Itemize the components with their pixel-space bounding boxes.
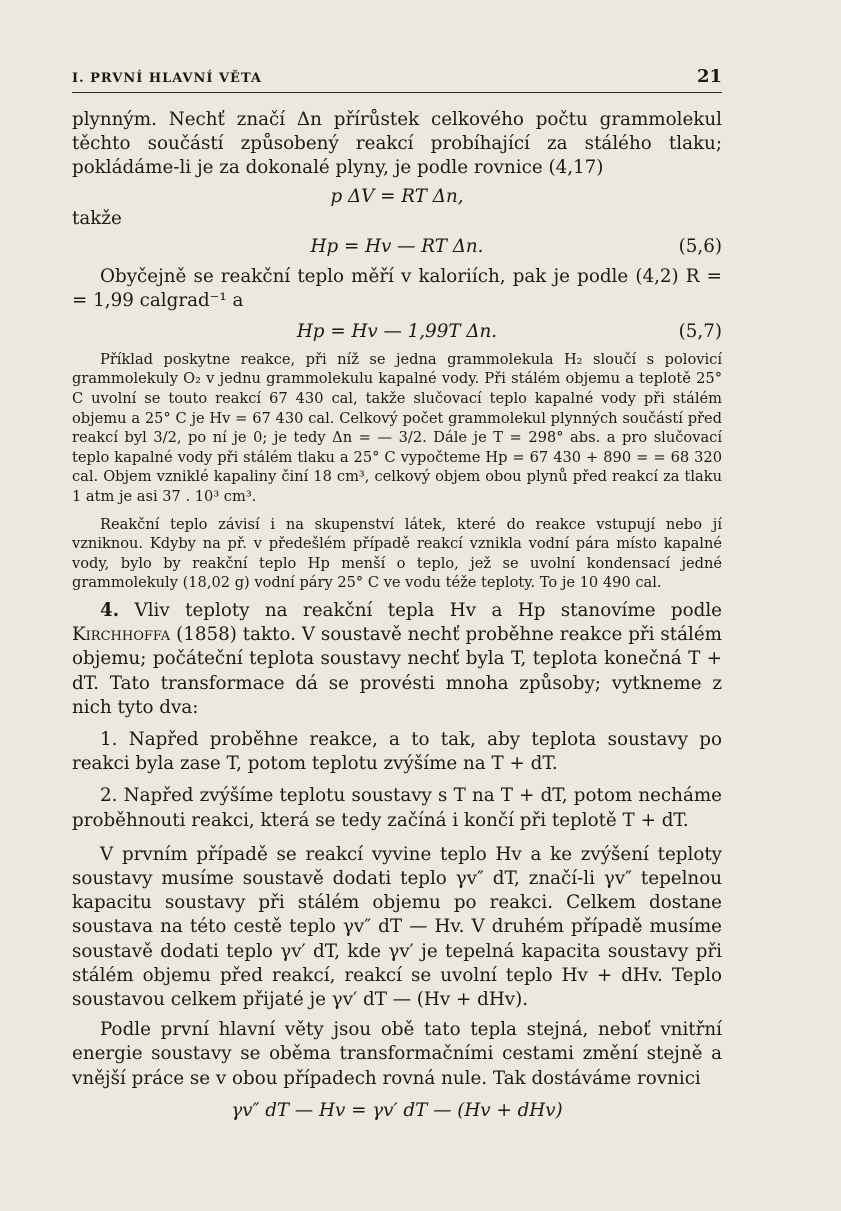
chapter-title: I. PRVNÍ HLAVNÍ VĚTA	[72, 71, 263, 86]
paragraph: takže	[72, 207, 122, 229]
section-4-paragraph	[72, 599, 722, 720]
section-text-cont: (1858) takto. V soustavě nechť proběhne reakce při stálém objemu; počáteční teplota soustavy nechť byla T, teplota konečná T + dT. Tato transformace dá se provésti mnoha způsoby; vytkneme z nich tyto dva:	[72, 624, 722, 718]
paragraph: Obyčejně se reakční teplo měří v kaloriích, pak je podle (4,2) R = = 1,99 calgrad⁻¹ a	[72, 266, 722, 312]
header-rule	[72, 92, 722, 93]
list-item: 1. Napřed proběhne reakce, a to tak, aby teplota soustavy po reakci byla zase T, potom teplotu zvýšíme na T + dT.	[72, 728, 722, 775]
state-note: Reakční teplo závisí i na skupenství látek, které do reakce vstupují nebo jí vzniknou. Kdyby na př. v předešlém případě reakcí vznikla vodní pára místo kapalné vody, bylo by reakční teplo Hp menší o teplo, jež se uvolní kondensací jedné grammolekuly (18,02 g) vodní páry 25° C ve vodu téže teploty. To je 10 490 cal.	[72, 515, 722, 592]
paragraph: V prvním případě se reakcí vyvine teplo Hv a ke zvýšení teploty soustavy musíme soustavě dodati teplo γv″ dT, značí-li γv″ tepelnou kapacitu soustavy při stálém objemu po reakci. Celkem dostane soustava na této cestě teplo γv″ dT — Hv. V druhém případě musíme soustavě dodati teplo γv′ dT, kde γv′ je tepelná kapacita soustavy při stálém objemu před reakcí, reakcí se uvolní teplo Hv + dHv. Teplo soustavou celkem přijaté je γv′ dT — (Hv + dHv).	[72, 843, 722, 1010]
equation-5-6	[72, 235, 722, 259]
equation-number: (5,7)	[678, 320, 722, 342]
section-text: Vliv teploty na reakční tepla Hv a Hp stanovíme podle	[134, 599, 722, 621]
list-item: 2. Napřed zvýšíme teplotu soustavy s T na T + dT, potom necháme proběhnouti reakci, která se tedy začíná i končí při teplotě T + dT.	[72, 785, 722, 831]
paragraph: plynným. Nechť značí Δn přírůstek celkového počtu grammolekul těchto součástí způsobený reakcí probíhající za stálého tlaku; pokládáme-li je za dokonalé plyny, je podle rovnice (4,17)	[72, 109, 722, 179]
equation: p ΔV = RT Δn,	[330, 185, 464, 207]
example-note: Příklad poskytne reakce, při níž se jedna grammolekula H₂ sloučí s polovicí grammolekuly O₂ v jednu grammolekulu kapalné vody. Při stálém objemu a teplotě 25° C uvolní se touto reakcí 67 430 cal, takže slučovací teplo kapalné vody při stálém objemu a 25° C je Hv = 67 430 cal. Celkový počet grammolekul plynných součástí před reakcí byl 3/2, po ní je 0; je tedy Δn = — 3/2. Dále je T = 298° abs. a pro slučovací teplo kapalné vody při stálém tlaku a 25° C vypočteme Hp = 67 430 + 890 = = 68 320 cal. Objem vzniklé kapaliny činí 18 cm³, celkový objem obou plynů před reakcí za tlaku 1 atm je asi 37 . 10³ cm³.	[72, 350, 722, 505]
running-header	[72, 66, 722, 87]
page-body	[72, 108, 722, 1123]
author-name: Kirchhoffa	[72, 624, 171, 646]
paragraph: Podle první hlavní věty jsou obě tato tepla stejná, neboť vnitřní energie soustavy se oběma transformačními cestami změní stejně a vnější práce se v obou případech rovná nule. Tak dostáváme rovnici	[72, 1019, 722, 1089]
section-number: 4.	[100, 599, 120, 621]
equation-number: (5,6)	[678, 236, 722, 258]
equation-5-7	[72, 320, 722, 344]
equation-final: γv″ dT — Hv = γv′ dT — (Hv + dHv)	[231, 1099, 563, 1121]
equation-text: Hp = Hv — RT Δn.	[310, 236, 484, 258]
equation-text: Hp = Hv — 1,99T Δn.	[296, 320, 498, 342]
page-number: 21	[696, 66, 722, 87]
